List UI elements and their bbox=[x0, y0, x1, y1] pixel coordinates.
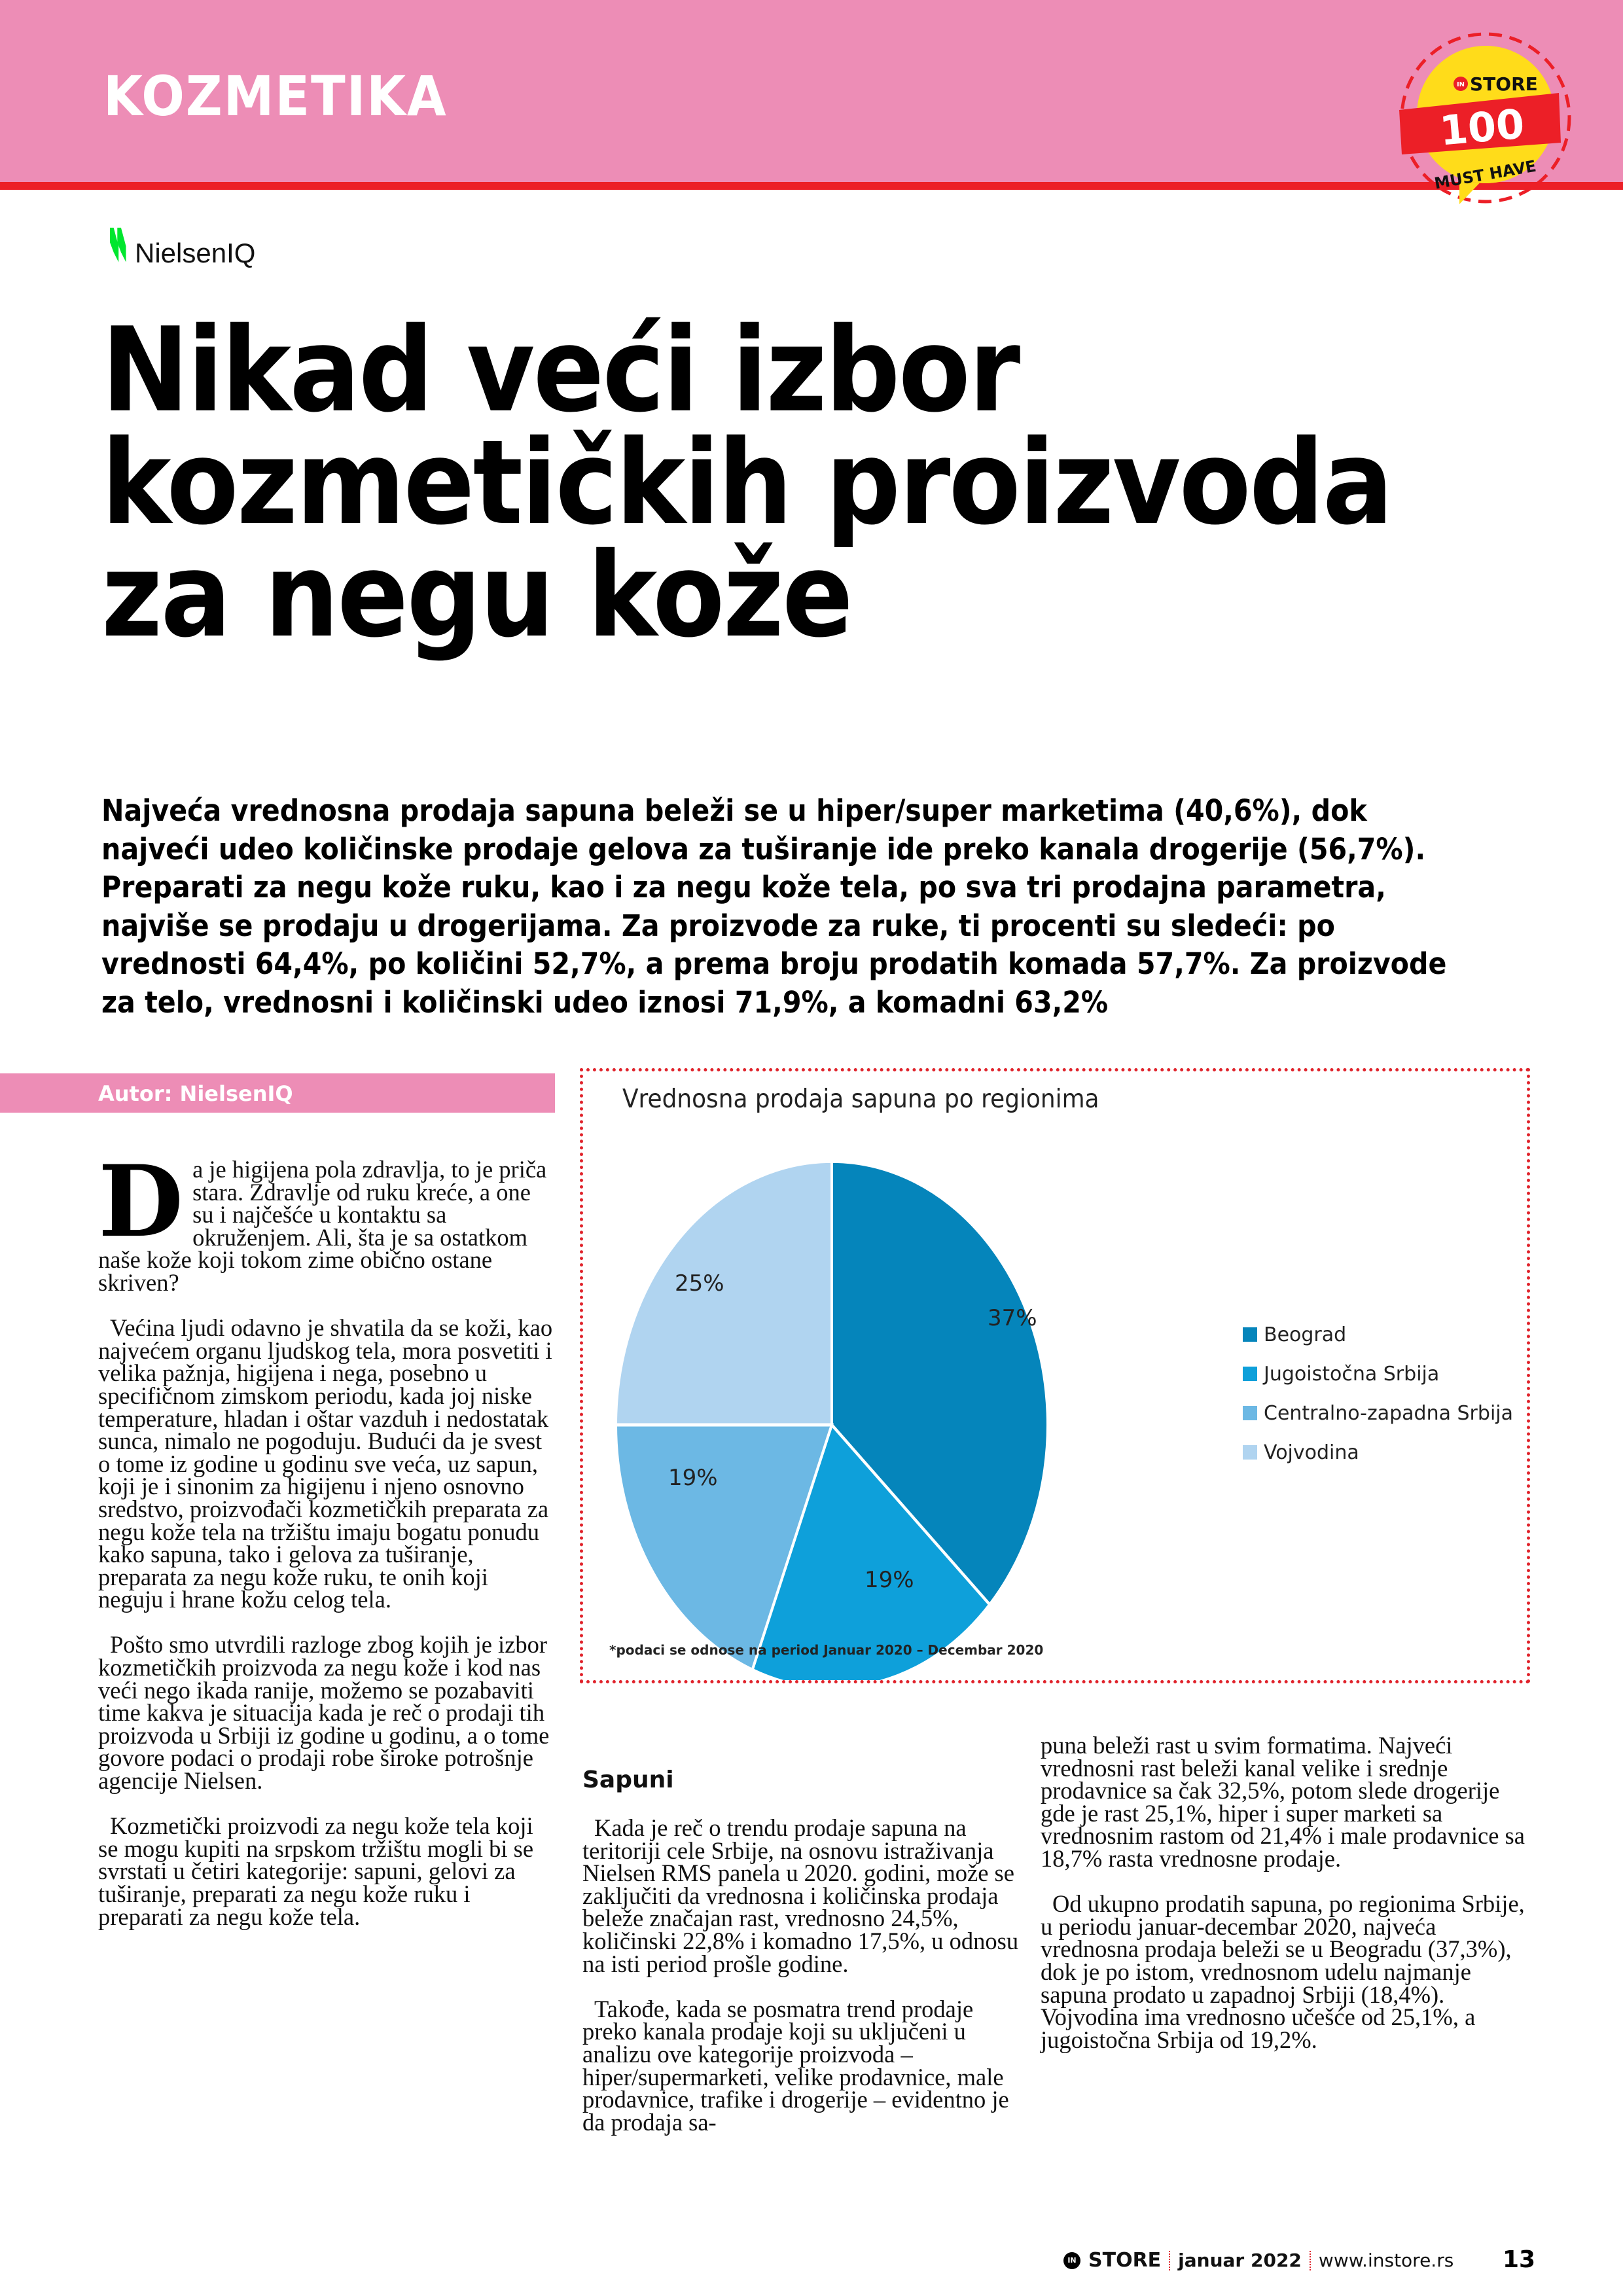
headline-line-1: Nikad veći izbor bbox=[101, 302, 1019, 438]
author-label: Autor: NielsenIQ bbox=[98, 1081, 293, 1106]
article-paragraph-6b: puna beleži rast u svim formatima. Najveći vrednosni rast beleži kanal velike i srednje prodavnice sa čak 32,5%, potom slede drogerije gde je rast 25,1%, hiper i super marketi sa vrednosnim rastom od 21,4% i male prodavnice sa 18,7% rasta vrednosne prodaje. bbox=[1041, 1732, 1525, 1872]
section-title: KOZMETIKA bbox=[103, 64, 448, 128]
article-paragraph-4: Kozmetički proizvodi za negu kože tela koji se mogu kupiti na srpskom tržištu mogli bi se svrstati u četiri kategorije: sapuni, gelovi za tuširanje, preparati za negu kože ruku i preparati za negu kože tela. bbox=[98, 1812, 534, 1930]
instore-logo-icon: IN bbox=[1063, 2252, 1080, 2269]
article-column-1 bbox=[98, 1144, 556, 1951]
pie-chart-box bbox=[580, 1068, 1530, 1683]
pie-label-jugoistocna: 19% bbox=[865, 1567, 914, 1593]
article-column-2 bbox=[582, 1767, 1027, 2157]
legend-swatch-icon bbox=[1243, 1406, 1257, 1420]
article-column-3 bbox=[1041, 1734, 1525, 2074]
article-paragraph-6a: Takođe, kada se posmatra trend prodaje preko kanala prodaje koji su uključeni u analizu ove kategorije proizvoda – hiper/supermarketi, velike prodavnice, male prodavnice, trafike i drogerije – evidentno je da prodaja sa- bbox=[582, 1995, 1009, 2136]
svg-text:100: 100 bbox=[1437, 99, 1527, 155]
svg-text:IN: IN bbox=[1456, 81, 1465, 88]
article-paragraph-7: Od ukupno prodatih sapuna, po regionima Srbije, u periodu januar-decembar 2020, najveća vrednosna prodaja beleži se u Beogradu (37,3%), dok je po istom, vrednosnom udelu najmanje sapuna prodato u zapadnoj Srbiji (18,4%). Vojvodina ima vrednosno učešće od 25,1%, a jugoistočna Srbija od 19,2%. bbox=[1041, 1890, 1525, 2053]
legend-swatch-icon bbox=[1243, 1327, 1257, 1342]
pie-label-centralno-zapadna: 19% bbox=[668, 1465, 718, 1491]
svg-text:MUST HAVE: MUST HAVE bbox=[1433, 156, 1538, 193]
nielseniq-wordmark: NielsenIQ bbox=[135, 238, 256, 268]
legend-swatch-icon bbox=[1243, 1445, 1257, 1460]
lead-paragraph: Najveća vrednosna prodaja sapuna beleži se u hiper/super marketima (40,6%), dok najveći udeo količinske prodaje gelova za tuširanje ide preko kanala drogerije (56,7%). Preparati za negu kože ruku, kao i za negu kože tela, po sva tri prodajna parametra, najviše se prodaju u drogerijama. Za proizvode za ruke, ti procenti su sledeći: po vrednosti 64,4%, po količini 52,7%, a prema broju prodatih komada 57,7%. Za proizvode za telo, vrednosni i količinski udeo iznosi 71,9%, a komadni 63,2% bbox=[101, 793, 1447, 1020]
footer-url-link[interactable]: www.instore.rs bbox=[1318, 2250, 1454, 2271]
article-paragraph-5: Kada je reč o trendu prodaje sapuna na teritoriji cele Srbije, na osnovu istraživanja Nielsen RMS panela u 2020. godini, može se zaključiti da vrednosna i količinska prodaja beleže značajan rast, vrednosno 24,5%, količinski 22,8% i komadno 17,5%, u odnosu na isti period prošle godine. bbox=[582, 1814, 1019, 1977]
chart-legend bbox=[1243, 1315, 1513, 1472]
page-footer bbox=[1063, 2249, 1454, 2272]
footer-date: januar 2022 bbox=[1178, 2250, 1302, 2271]
article-paragraph-3: Pošto smo utvrdili razloge zbog kojih je izbor kozmetičkih proizvoda za negu kože i kod nas veći nego ikada ranije, možemo se pozabaviti time kakva je situacija kada je reč o prodaji tih proizvoda u Srbiji iz godine u godinu, a o tome govore podaci o prodaji robe široke potrošnje agencije Nielsen. bbox=[98, 1631, 550, 1795]
nielseniq-mark-icon bbox=[110, 226, 131, 267]
legend-item-centralno-zapadna: Centralno-zapadna Srbija bbox=[1243, 1393, 1513, 1433]
article-paragraph-2: Većina ljudi odavno je shvatila da se koži, kao najvećem organu ljudskog tela, mora posvetiti i velika pažnja, higijena i nega, posebno u specifičnom zimskom periodu, kada joj niske temperature, hladan i oštar vazduh i nedostatak sunca, nimalo ne pogoduju. Budući da je svest o tome iz godine u godinu sve veća, uz sapun, koji je i sinonim za higijenu i njeno osnovno sredstvo, proizvođači kozmetičkih preparata za negu kože tela na tržištu imaju bogatu ponudu kako sapuna, tako i gelova za tuširanje, preparata za negu kože ruku, te onih koji neguju i hrane kožu celog tela. bbox=[98, 1314, 553, 1613]
svg-text:STORE: STORE bbox=[1470, 73, 1538, 95]
page-number: 13 bbox=[1503, 2246, 1536, 2273]
article-paragraph-1: D a je higijena pola zdravlja, to je priča stara. Zdravlje od ruku kreće, a one su i najčešće u kontaktu sa okruženjem. Ali, šta je sa ostatkom naše kože koji tokom zime obično ostane skriven? bbox=[98, 1144, 547, 1296]
legend-item-beograd: Beograd bbox=[1243, 1315, 1513, 1354]
chart-title: Vrednosna prodaja sapuna po regionima bbox=[622, 1085, 1099, 1114]
pie-label-vojvodina: 25% bbox=[675, 1270, 724, 1297]
subheading-sapuni: Sapuni bbox=[582, 1767, 674, 1793]
footer-brand: STORE bbox=[1088, 2249, 1162, 2272]
drop-cap: D bbox=[98, 1144, 184, 1259]
footer-divider bbox=[1310, 2251, 1311, 2270]
legend-item-jugoistocna: Jugoistočna Srbija bbox=[1243, 1354, 1513, 1393]
headline-line-3: za negu kože bbox=[101, 528, 852, 663]
legend-item-vojvodina: Vojvodina bbox=[1243, 1433, 1513, 1472]
instore-100-must-have-badge bbox=[1387, 20, 1584, 216]
in-logo-icon bbox=[1454, 77, 1468, 91]
header-rule bbox=[0, 182, 1623, 190]
page-title bbox=[101, 302, 1433, 663]
pie-label-beograd: 37% bbox=[988, 1305, 1037, 1331]
headline-line-2: kozmetičkih proizvoda bbox=[101, 415, 1392, 550]
legend-swatch-icon bbox=[1243, 1367, 1257, 1381]
nielseniq-logo bbox=[110, 226, 255, 267]
footer-divider bbox=[1169, 2251, 1170, 2270]
chart-footnote: *podaci se odnose na period Januar 2020 – Decembar 2020 bbox=[609, 1642, 1044, 1658]
